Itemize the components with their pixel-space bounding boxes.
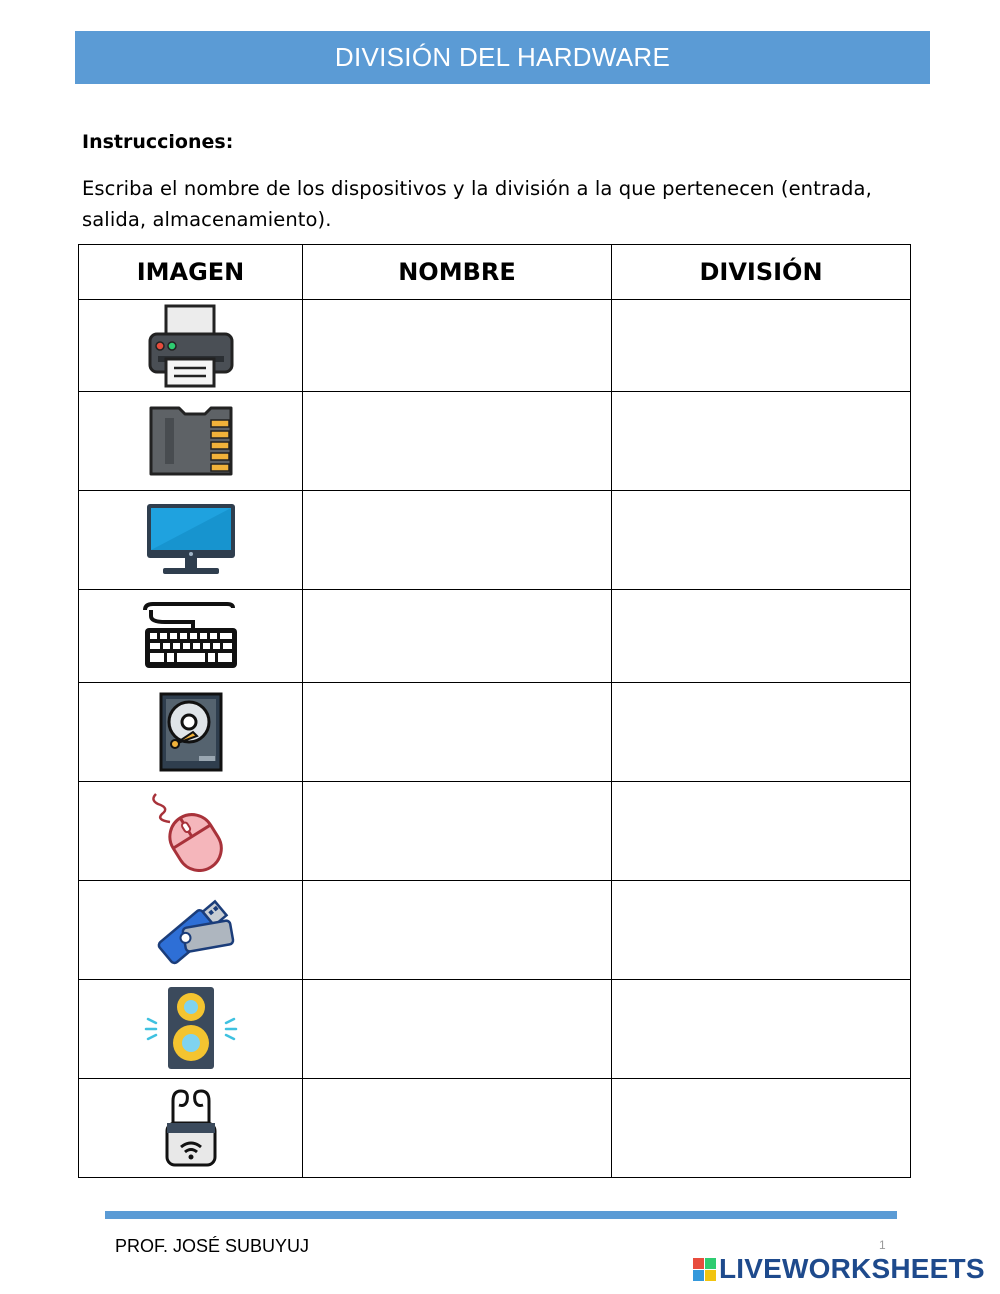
monitor-icon [143,502,239,578]
table-row [79,392,911,491]
image-cell [79,392,303,491]
image-cell [79,590,303,683]
table-row [79,782,911,881]
liveworksheets-mark-icon [693,1258,716,1281]
column-header-division: DIVISIÓN [612,245,911,300]
worksheet-table [78,244,911,1178]
nombre-cell[interactable] [303,980,612,1079]
table-row [79,1079,911,1178]
table-header-row [79,245,911,300]
division-cell[interactable] [612,782,911,881]
liveworksheets-logo[interactable] [693,1253,985,1285]
image-cell [79,881,303,980]
column-header-nombre: NOMBRE [303,245,612,300]
nombre-cell[interactable] [303,683,612,782]
nombre-cell[interactable] [303,782,612,881]
table-row [79,881,911,980]
hard-disk-icon [159,692,223,772]
table-row [79,590,911,683]
page-title: DIVISIÓN DEL HARDWARE [334,42,671,72]
printer-icon [146,304,236,388]
image-cell [79,1079,303,1178]
mouse-icon [148,790,234,872]
division-cell[interactable] [612,980,911,1079]
nombre-cell[interactable] [303,881,612,980]
table-row [79,491,911,590]
instructions-text: Escriba el nombre de los dispositivos y la división a la que pertenecen (entrada, salida, almacenamiento). [82,177,872,231]
nombre-cell[interactable] [303,491,612,590]
keyboard-icon [141,602,241,670]
brand-name: LIVEWORKSHEETS [719,1253,985,1284]
image-cell [79,980,303,1079]
usb-drive-icon [147,890,235,970]
division-cell[interactable] [612,683,911,782]
column-header-imagen: IMAGEN [79,245,303,300]
table-row [79,683,911,782]
page-number: 1 [879,1238,886,1252]
wireless-earbuds-icon [163,1087,219,1169]
image-cell [79,300,303,392]
memory-card-icon [145,404,237,478]
table-row [79,980,911,1079]
division-cell[interactable] [612,392,911,491]
instructions-heading: Instrucciones: [82,131,234,153]
nombre-cell[interactable] [303,300,612,392]
author-name: PROF. JOSÉ SUBUYUJ [115,1236,310,1256]
nombre-cell[interactable] [303,590,612,683]
division-cell[interactable] [612,1079,911,1178]
division-cell[interactable] [612,590,911,683]
speaker-icon [144,985,238,1073]
image-cell [79,491,303,590]
image-cell [79,683,303,782]
title-banner [75,31,930,84]
nombre-cell[interactable] [303,392,612,491]
footer-divider [105,1211,897,1219]
image-cell [79,782,303,881]
division-cell[interactable] [612,300,911,392]
division-cell[interactable] [612,881,911,980]
division-cell[interactable] [612,491,911,590]
table-row [79,300,911,392]
nombre-cell[interactable] [303,1079,612,1178]
